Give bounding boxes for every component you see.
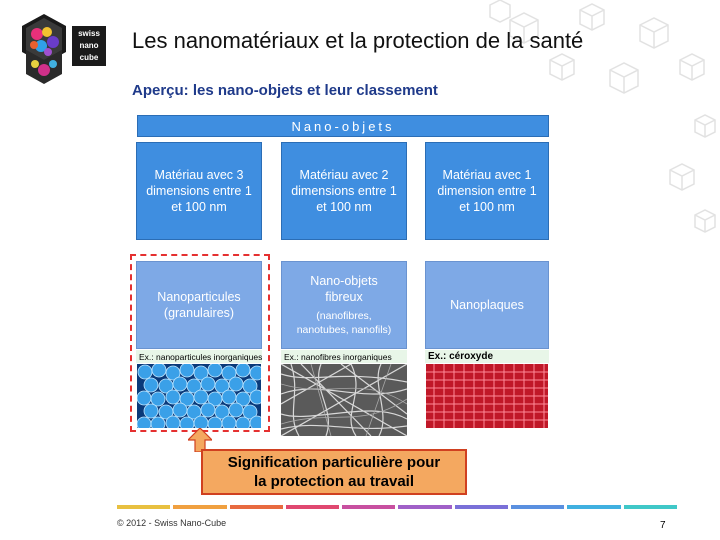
logo-text-line: cube — [79, 53, 99, 62]
callout-text: la protection au travail — [253, 473, 415, 490]
page-subtitle: Aperçu: les nano-objets et leur classement — [132, 82, 438, 99]
dimension-box-1d — [425, 142, 549, 240]
dimension-text: et 100 nm — [459, 200, 515, 214]
category-text: Nano-objets — [310, 274, 378, 288]
dimension-text: dimensions entre 1 — [291, 184, 397, 198]
footer-bar-segment — [230, 505, 283, 509]
footer-bar-segment — [567, 505, 620, 509]
page-title: Les nanomatériaux et la protection de la santé — [132, 28, 584, 53]
category-text: fibreux — [325, 290, 363, 304]
category-detail-line: nanotubes, nanofils) — [296, 324, 392, 336]
logo-text-line: nano — [79, 41, 99, 50]
footer-copyright: © 2012 - Swiss Nano-Cube — [117, 518, 227, 528]
highlight-dashed-frame — [130, 254, 270, 432]
footer-bar-segment — [511, 505, 564, 509]
footer-bar-segment — [624, 505, 677, 509]
callout-box — [201, 449, 467, 495]
footer-bar-segment — [342, 505, 395, 509]
footer-bar-segment — [117, 505, 170, 509]
dimension-text: et 100 nm — [171, 200, 227, 214]
category-detail-line: (nanofibres, — [316, 310, 372, 322]
category-fibrous — [281, 261, 407, 349]
dimension-box-2d — [281, 142, 407, 240]
example-label: Ex.: nanofibres inorganiques — [281, 350, 407, 363]
ceroxide-image — [426, 364, 548, 428]
example-label: Ex.: céroxyde — [425, 350, 549, 363]
nanofibres-image — [281, 364, 407, 436]
category-text: (granulaires) — [163, 306, 235, 320]
category-text: Nanoplaques — [450, 298, 524, 312]
footer-bar-segment — [398, 505, 451, 509]
category-text: Nanoparticules — [157, 290, 241, 304]
category-nanoplates — [425, 261, 549, 349]
dimension-text: dimension entre 1 — [437, 184, 537, 198]
example-label: Ex.: nanoparticules inorganiques — [136, 350, 262, 363]
dimension-text: et 100 nm — [316, 200, 372, 214]
logo-text-line: swiss — [78, 29, 100, 38]
swiss-nano-cube-logo-icon — [20, 12, 112, 92]
dimension-text: Matériau avec 1 — [442, 168, 532, 182]
dimension-box-3d — [136, 142, 262, 240]
footer-bar-segment — [455, 505, 508, 509]
footer-color-bar — [117, 505, 677, 509]
callout-text: Signification particulière pour — [227, 454, 441, 471]
footer-bar-segment — [286, 505, 339, 509]
footer-bar-segment — [173, 505, 226, 509]
page-number: 7 — [660, 520, 666, 531]
category-detail — [297, 309, 392, 337]
nano-objects-header: Nano-objets — [137, 115, 549, 137]
dimension-text: dimensions entre 1 — [146, 184, 252, 198]
logo-text — [72, 26, 106, 66]
dimension-text: Matériau avec 2 — [299, 168, 389, 182]
dimension-text: Matériau avec 3 — [154, 168, 244, 182]
